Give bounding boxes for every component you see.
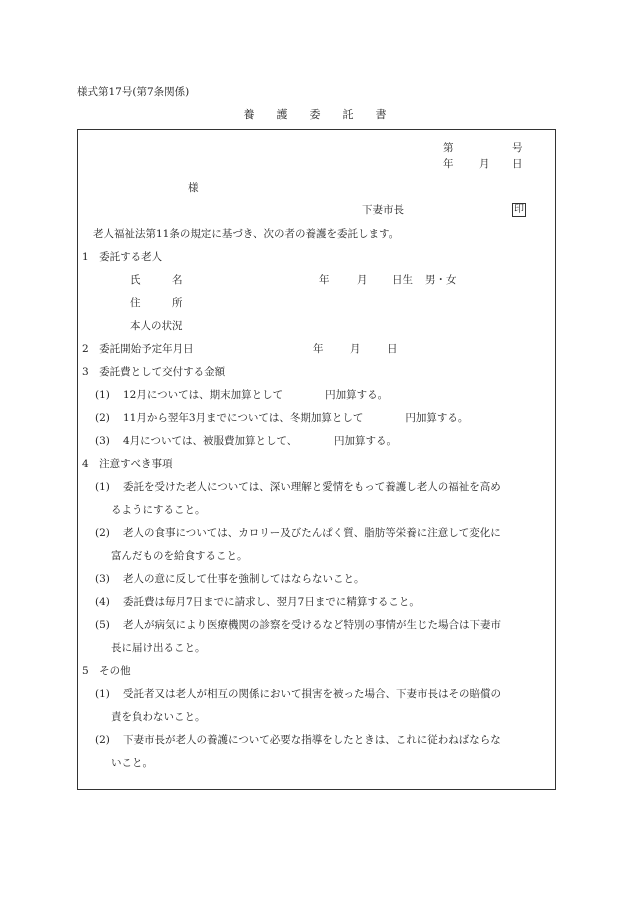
- title-char: 書: [375, 108, 387, 121]
- item-number: (1): [95, 688, 110, 700]
- section3-heading: 3 委託費として交付する金額: [82, 366, 226, 378]
- item-number: (5): [95, 619, 110, 631]
- sex-field: 男・女: [425, 274, 457, 286]
- birth-month: 月: [357, 274, 368, 286]
- section4-heading: 4 注意すべき事項: [82, 458, 173, 470]
- item-text-cont: るようにすること。: [111, 504, 206, 516]
- item-text-cont: 富んだものを給食すること。: [111, 550, 248, 562]
- date-year: 年: [443, 158, 454, 170]
- item-text: 委託費は毎月7日までに請求し、翌月7日までに精算すること。: [123, 596, 420, 608]
- name-label: 氏 名: [130, 274, 183, 286]
- item-text: 老人の意に反して仕事を強制してはならないこと。: [123, 573, 365, 585]
- item-text-cont: 責を負わないこと。: [111, 711, 206, 723]
- item-text: 下妻市長が老人の養護について必要な指導をしたときは、これに従わねばならな: [123, 734, 501, 746]
- item-text-cont: 長に届け出ること。: [111, 642, 206, 654]
- section2-heading: 2 委託開始予定年月日: [82, 343, 194, 355]
- date-month: 月: [479, 158, 490, 170]
- doc-number-dai: 第: [443, 142, 454, 154]
- form-number-label: 様式第17号(第7条関係): [77, 86, 190, 98]
- issuer-name: 下妻市長: [362, 204, 404, 216]
- document-title: [0, 108, 630, 122]
- title-char: 委: [309, 108, 321, 121]
- title-char: 託: [342, 108, 354, 121]
- doc-number-go: 号: [512, 142, 523, 154]
- item-number: (2): [95, 412, 110, 424]
- title-char: 養: [243, 108, 255, 121]
- item-text: 11月から翌年3月までについては、冬期加算として 円加算する。: [123, 412, 469, 424]
- item-number: (2): [95, 527, 110, 539]
- item-text: 老人の食事については、カロリー及びたんぱく質、脂肪等栄養に注意して変化に: [123, 527, 501, 539]
- addressee-suffix: 様: [188, 182, 199, 194]
- item-text-cont: いこと。: [111, 757, 153, 769]
- item-number: (4): [95, 596, 110, 608]
- item-text: 受託者又は老人が相互の関係において損害を被った場合、下妻市長はその賠償の: [123, 688, 501, 700]
- birth-day: 日生: [392, 274, 413, 286]
- item-text: 委託を受けた老人については、深い理解と愛情をもって養護し老人の福祉を高め: [123, 481, 501, 493]
- item-text: 老人が病気により医療機関の診察を受けるなど特別の事情が生じた場合は下妻市: [123, 619, 501, 631]
- birth-year: 年: [319, 274, 330, 286]
- item-text: 4月については、被服費加算として、 円加算する。: [123, 435, 398, 447]
- section1-heading: 1 委託する老人: [82, 251, 163, 263]
- seal-mark: 印: [514, 204, 524, 215]
- item-number: (1): [95, 389, 110, 401]
- item-number: (3): [95, 435, 110, 447]
- item-number: (2): [95, 734, 110, 746]
- start-month: 月: [350, 343, 361, 355]
- item-number: (3): [95, 573, 110, 585]
- title-char: 護: [276, 108, 288, 121]
- start-year: 年: [313, 343, 324, 355]
- start-day: 日: [387, 343, 398, 355]
- status-label: 本人の状況: [130, 320, 183, 332]
- section5-heading: 5 その他: [82, 665, 131, 677]
- address-label: 住 所: [130, 297, 183, 309]
- item-number: (1): [95, 481, 110, 493]
- item-text: 12月については、期末加算として 円加算する。: [123, 389, 389, 401]
- intro-text: 老人福祉法第11条の規定に基づき、次の者の養護を委託します。: [93, 228, 400, 240]
- date-day: 日: [512, 158, 523, 170]
